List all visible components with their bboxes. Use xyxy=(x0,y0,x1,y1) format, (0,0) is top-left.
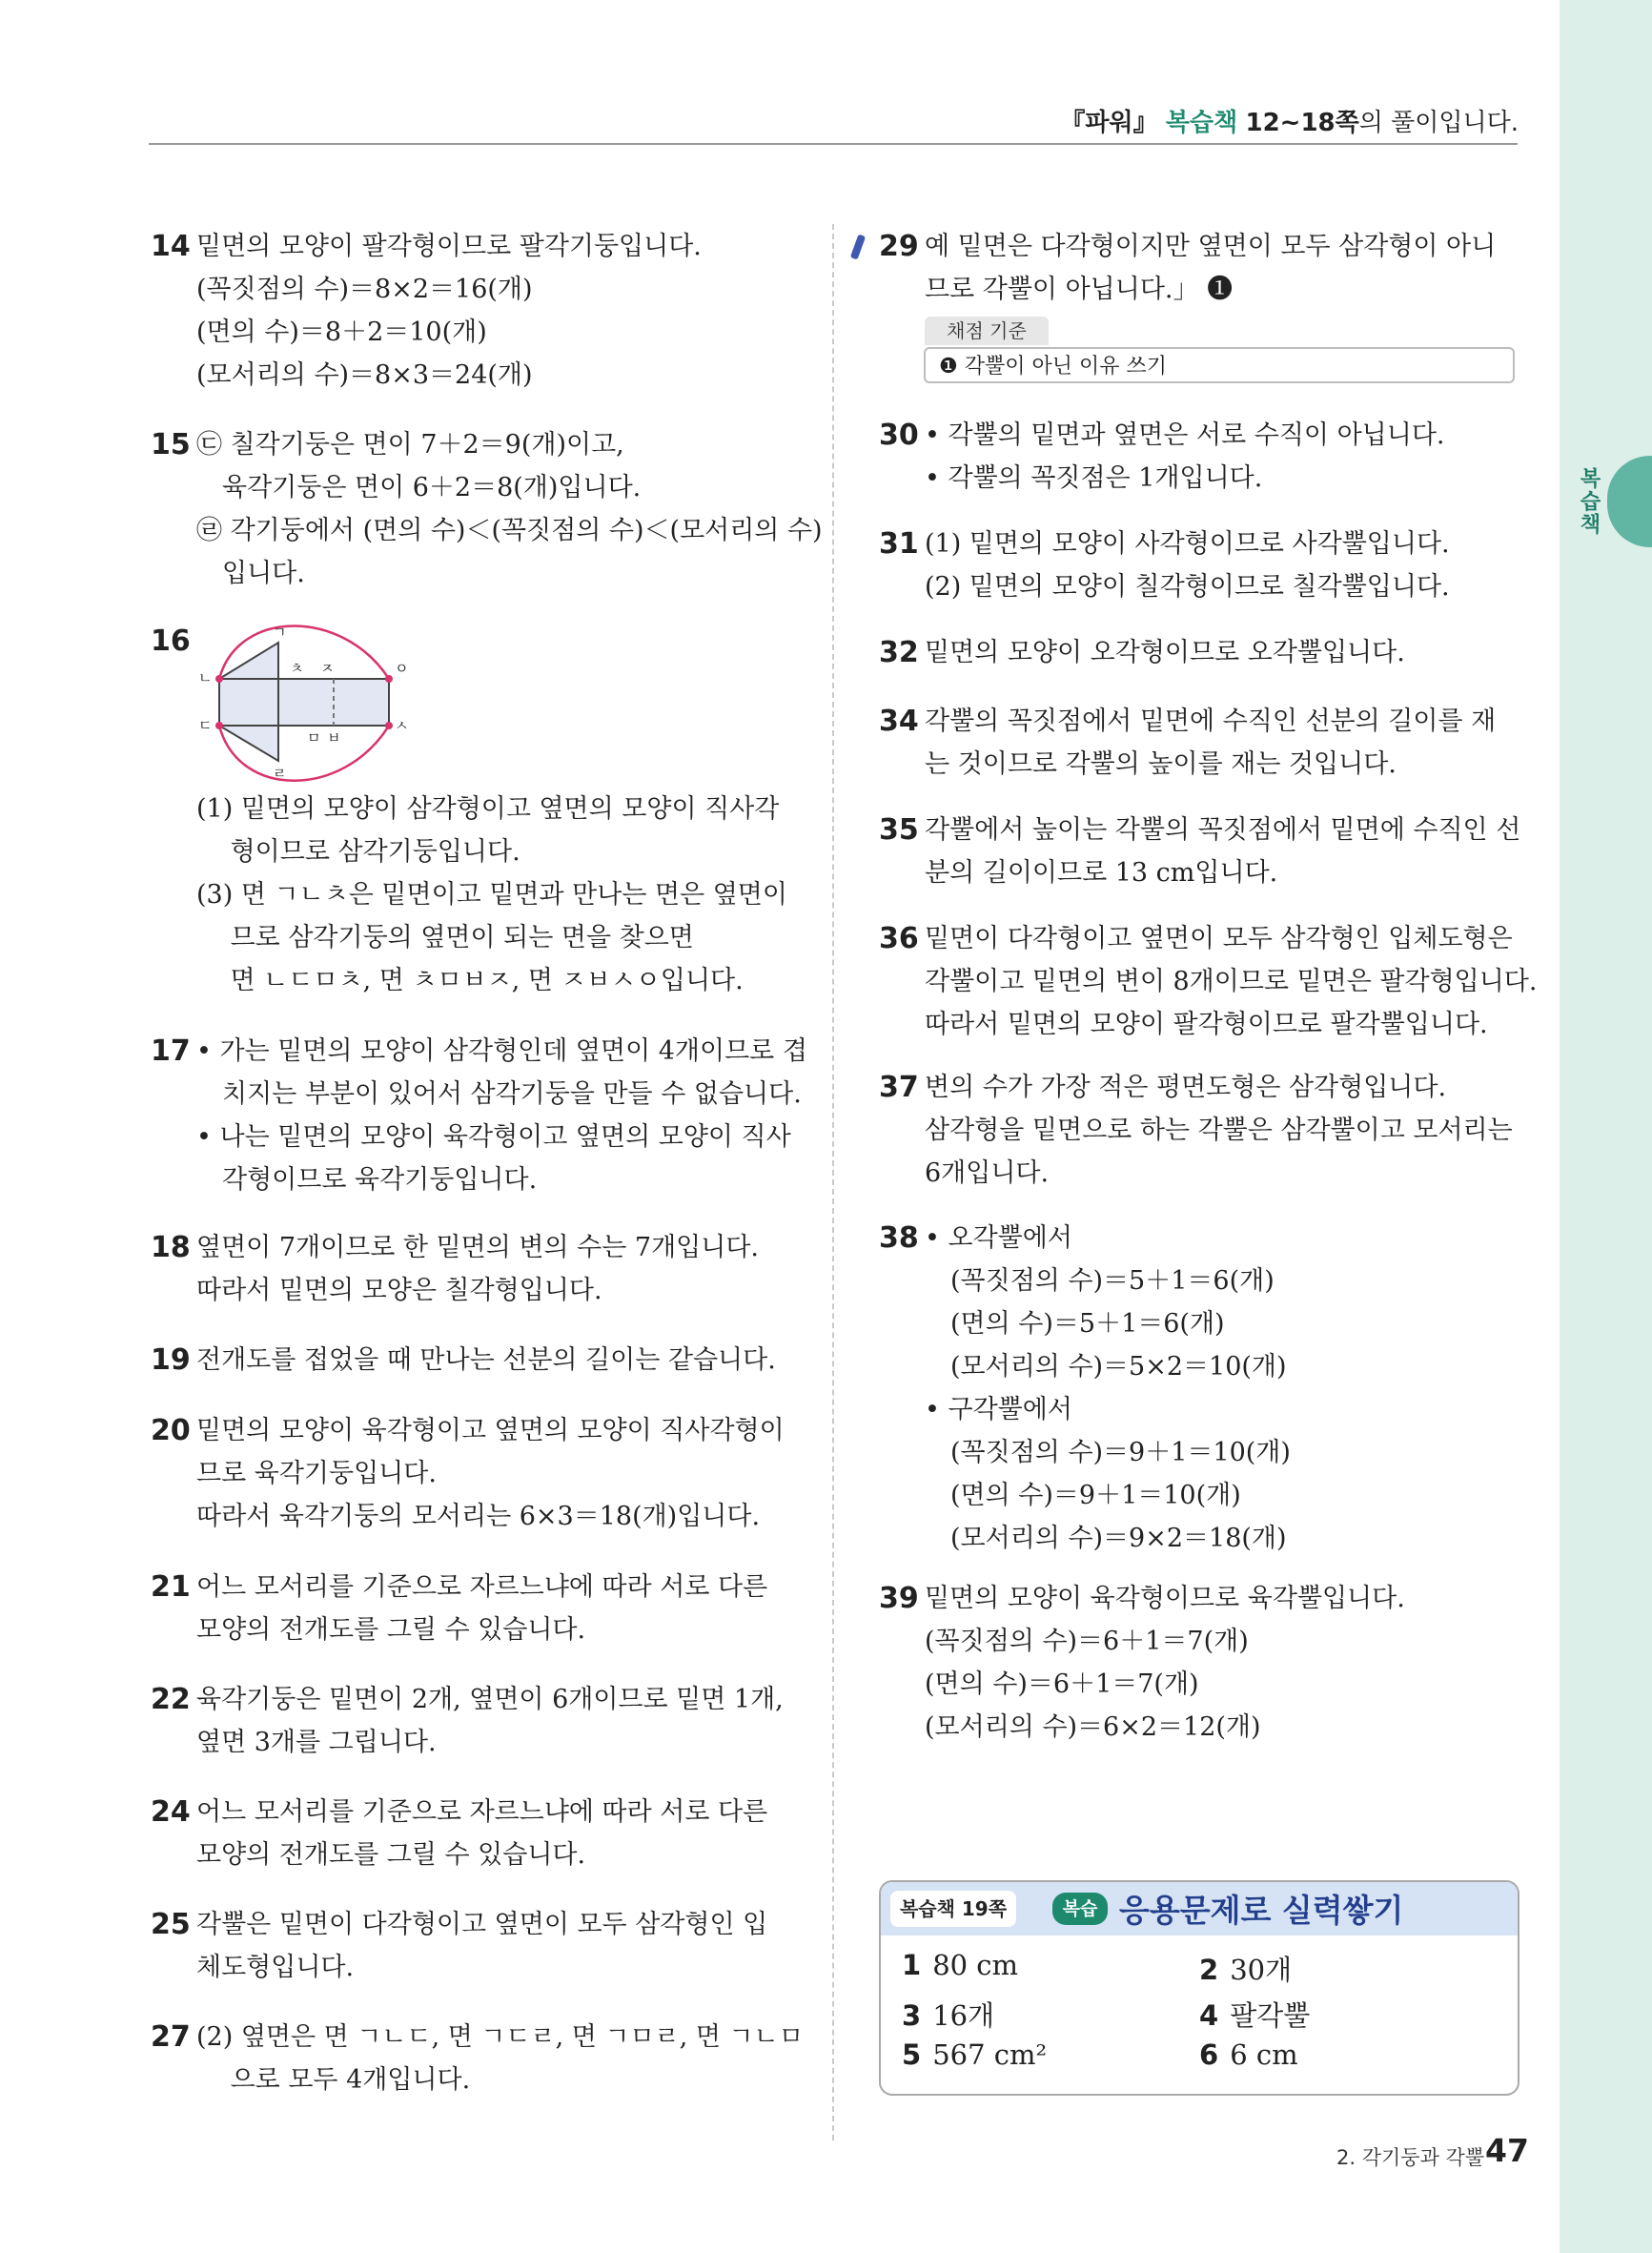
solution-line: (2) 밑면의 모양이 칠각형이므로 칠각뿔입니다. xyxy=(925,572,1450,602)
solution-body xyxy=(196,1339,940,1382)
solution-line: • 가는 밑면의 모양이 삼각형인데 옆면이 4개이므로 겹 xyxy=(196,1036,807,1066)
review-title: 응용문제로 실력쌓기 xyxy=(1119,1892,1404,1929)
solution-line: 예 밑면은 다각형이지만 옆면이 모두 삼각형이 아니 xyxy=(925,232,1497,261)
solution-line: 므로 육각기둥입니다. xyxy=(196,1459,437,1488)
solution-body xyxy=(925,631,1649,674)
solution-line: 각뿔이고 밑면의 변이 8개이므로 밑면은 팔각형입니다. xyxy=(925,967,1538,996)
solution-line: 는 것이므로 각뿔의 높이를 재는 것입니다. xyxy=(925,749,1397,779)
solution-line: 모양의 전개도를 그릴 수 있습니다. xyxy=(196,1615,586,1645)
answer-item xyxy=(1199,1949,1292,1988)
solution-number: 20 xyxy=(151,1414,191,1447)
header-book: 『파워』 xyxy=(1060,109,1158,137)
solution-line: 모양의 전개도를 그릴 수 있습니다. xyxy=(196,1840,586,1870)
solution-number: 37 xyxy=(879,1071,919,1104)
vertex-label: ㅇ xyxy=(395,660,409,677)
solution-body xyxy=(925,1217,1649,1560)
answer-item xyxy=(902,2038,1047,2071)
solution-line: (모서리의 수)＝9×2＝18(개) xyxy=(925,1524,1287,1553)
solution-line: 각뿔에서 높이는 각뿔의 꼭짓점에서 밑면에 수직인 선 xyxy=(925,815,1521,845)
solution-number: 18 xyxy=(151,1231,191,1264)
solution-body xyxy=(925,414,1649,500)
answer-value: 16개 xyxy=(932,1999,995,2032)
solution-body xyxy=(196,423,940,595)
review-page-chip: 복습책 19쪽 xyxy=(890,1891,1016,1927)
solution-line: 삼각형을 밑면으로 하는 각뿔은 삼각뿔이고 모서리는 xyxy=(925,1116,1513,1145)
solution-body xyxy=(196,1791,940,1876)
answer-number: 6 xyxy=(1199,2038,1219,2071)
grading-criteria-label: 채점 기준 xyxy=(925,317,1049,345)
page-number: 47 xyxy=(1485,2132,1529,2169)
solution-body xyxy=(196,788,940,1002)
solution-number: 22 xyxy=(151,1683,191,1716)
solution-line: 치지는 부분이 있어서 삼각기둥을 만들 수 없습니다. xyxy=(196,1079,802,1109)
solution-body xyxy=(925,1066,1649,1195)
footer-chapter: 2. 각기둥과 각뿔 xyxy=(1336,2146,1485,2169)
solution-number: 21 xyxy=(151,1570,191,1604)
answer-number: 4 xyxy=(1199,1999,1219,2032)
answer-item xyxy=(1199,1995,1310,2034)
solution-line: 으로 모두 4개입니다. xyxy=(196,2065,471,2095)
solution-line: 어느 모서리를 기준으로 자르느냐에 따라 서로 다른 xyxy=(196,1572,768,1602)
vertex-dot xyxy=(215,722,223,729)
solution-number: 29 xyxy=(879,230,919,263)
solution-body xyxy=(925,225,1649,311)
solution-body xyxy=(925,1577,1649,1749)
solution-number: 24 xyxy=(151,1795,191,1829)
review-answer-box xyxy=(879,1880,1519,2096)
solution-line: • 각뿔의 꼭짓점은 1개입니다. xyxy=(925,463,1263,493)
solution-line: 므로 각뿔이 아닙니다.」 ❶ xyxy=(925,275,1234,304)
solution-line: 면 ㄴㄷㅁㅊ, 면 ㅊㅁㅂㅈ, 면 ㅈㅂㅅㅇ입니다. xyxy=(196,966,744,995)
solution-line: (모서리의 수)＝5×2＝10(개) xyxy=(925,1352,1287,1382)
solution-line: ㉢ 칠각기둥은 면이 7＋2＝9(개)이고, xyxy=(196,430,624,460)
solution-line: 변의 수가 가장 적은 평면도형은 삼각형입니다. xyxy=(925,1073,1447,1102)
answer-number: 5 xyxy=(902,2038,922,2071)
vertex-label: ㅈ xyxy=(320,660,335,677)
solution-body xyxy=(925,522,1649,608)
solution-body xyxy=(196,1226,940,1312)
solution-number: 32 xyxy=(879,636,919,669)
solution-line: 밑면의 모양이 오각형이므로 오각뿔입니다. xyxy=(925,638,1405,667)
solution-line: (꼭짓점의 수)＝5＋1＝6(개) xyxy=(925,1266,1275,1296)
vertex-label: ㅁ xyxy=(307,729,321,747)
solution-number: 16 xyxy=(151,625,191,658)
solution-line: (모서리의 수)＝6×2＝12(개) xyxy=(925,1712,1261,1742)
solution-line: 밑면의 모양이 팔각형이므로 팔각기둥입니다. xyxy=(196,232,702,261)
answer-item xyxy=(902,1949,1018,1981)
solution-line: (1) 밑면의 모양이 사각형이므로 사각뿔입니다. xyxy=(925,529,1450,559)
solution-body xyxy=(196,1030,940,1201)
solution-line: 각뿔의 꼭짓점에서 밑면에 수직인 선분의 길이를 재 xyxy=(925,707,1497,736)
prism-net-diagram xyxy=(191,618,419,785)
page-header xyxy=(1060,103,1519,138)
solution-line: 6개입니다. xyxy=(925,1158,1050,1188)
answer-number: 3 xyxy=(902,1999,922,2032)
solution-line: (꼭짓점의 수)＝6＋1＝7(개) xyxy=(925,1627,1249,1656)
solution-line: 전개도를 접었을 때 만나는 선분의 길이는 같습니다. xyxy=(196,1345,776,1375)
solution-body xyxy=(925,700,1649,786)
solution-line: 밑면이 다각형이고 옆면이 모두 삼각형인 입체도형은 xyxy=(925,924,1513,953)
vertex-label: ㅂ xyxy=(327,729,341,747)
solution-number: 19 xyxy=(151,1343,191,1377)
solution-line: 각형이므로 육각기둥입니다. xyxy=(196,1165,538,1195)
header-rule xyxy=(149,143,1518,145)
answer-value: 80 cm xyxy=(932,1949,1019,1981)
solution-line: (3) 면 ㄱㄴㅊ은 밑면이고 밑면과 만나는 면은 옆면이 xyxy=(196,880,787,910)
solution-number: 27 xyxy=(151,2020,191,2054)
solution-number: 31 xyxy=(879,527,919,561)
solution-number: 36 xyxy=(879,922,919,955)
solution-line: ㉣ 각기둥에서 (면의 수)＜(꼭짓점의 수)＜(모서리의 수) xyxy=(196,516,823,545)
solution-line: • 오각뿔에서 xyxy=(925,1223,1072,1253)
solution-number: 25 xyxy=(151,1908,191,1941)
solution-line: 므로 삼각기둥의 옆면이 되는 면을 찾으면 xyxy=(196,923,694,952)
review-header xyxy=(881,1882,1518,1936)
solution-number: 14 xyxy=(151,230,191,263)
side-tab-label: 복습책 xyxy=(1577,467,1601,536)
triangle-face xyxy=(219,726,278,761)
vertex-dot xyxy=(385,722,393,729)
solution-number: 35 xyxy=(879,813,919,847)
solution-number: 30 xyxy=(879,419,919,452)
vertex-label: ㄱ xyxy=(273,624,287,641)
solution-line: • 나는 밑면의 모양이 육각형이고 옆면의 모양이 직사 xyxy=(196,1122,791,1152)
solution-line: (모서리의 수)＝8×3＝24(개) xyxy=(196,360,533,390)
solution-body xyxy=(925,917,1649,1046)
answer-value: 30개 xyxy=(1230,1954,1293,1986)
vertex-label: ㄴ xyxy=(198,669,213,686)
solution-body xyxy=(196,2016,940,2101)
solution-line: 육각기둥은 밑면이 2개, 옆면이 6개이므로 밑면 1개, xyxy=(196,1685,784,1714)
answer-value: 567 cm² xyxy=(932,2038,1048,2071)
solution-line: 체도형입니다. xyxy=(196,1953,355,1982)
vertex-dot xyxy=(385,675,393,683)
answer-item xyxy=(902,1995,994,2034)
solution-line: (면의 수)＝8＋2＝10(개) xyxy=(196,317,487,347)
solution-line: • 각뿔의 밑면과 옆면은 서로 수직이 아닙니다. xyxy=(925,420,1445,450)
header-pages: 12~18쪽 xyxy=(1245,109,1359,137)
solution-number: 38 xyxy=(879,1221,919,1255)
solution-line: 각뿔은 밑면이 다각형이고 옆면이 모두 삼각형인 입 xyxy=(196,1910,768,1939)
header-review-book: 복습책 xyxy=(1165,109,1238,137)
solution-line: • 구각뿔에서 xyxy=(925,1395,1072,1424)
solution-line: 육각기둥은 면이 6＋2＝8(개)입니다. xyxy=(196,473,642,502)
answer-number: 1 xyxy=(902,1949,922,1981)
solution-line: 따라서 육각기둥의 모서리는 6×3＝18(개)입니다. xyxy=(196,1502,761,1531)
solution-line: 형이므로 삼각기둥입니다. xyxy=(196,837,520,867)
solution-body xyxy=(196,1903,940,1989)
vertex-label: ㄷ xyxy=(198,717,213,734)
solution-number: 15 xyxy=(151,428,191,461)
solution-body xyxy=(196,1409,940,1538)
solution-line: (꼭짓점의 수)＝9＋1＝10(개) xyxy=(925,1438,1291,1467)
answer-value: 팔각뿔 xyxy=(1230,1999,1311,2032)
solution-number: 39 xyxy=(879,1582,919,1615)
solution-line: (면의 수)＝6＋1＝7(개) xyxy=(925,1669,1199,1699)
solution-body xyxy=(925,809,1649,894)
solution-line: 밑면의 모양이 육각형이고 옆면의 모양이 직사각형이 xyxy=(196,1416,785,1445)
solution-line: (2) 옆면은 면 ㄱㄴㄷ, 면 ㄱㄷㄹ, 면 ㄱㅁㄹ, 면 ㄱㄴㅁ xyxy=(196,2022,804,2052)
review-badge: 복습 xyxy=(1052,1893,1108,1925)
vertex-label: ㅊ xyxy=(290,660,304,677)
solution-line: (면의 수)＝9＋1＝10(개) xyxy=(925,1481,1241,1510)
grading-criteria-box: ❶ 각뿔이 아닌 이유 쓰기 xyxy=(924,347,1515,383)
solution-line: 따라서 밑면의 모양이 팔각형이므로 팔각뿔입니다. xyxy=(925,1010,1488,1039)
solution-line: 분의 길이이므로 13 cm입니다. xyxy=(925,858,1278,888)
solution-body xyxy=(196,1678,940,1764)
solution-body xyxy=(196,225,940,397)
solution-body xyxy=(196,1566,940,1651)
solution-line: 옆면 3개를 그립니다. xyxy=(196,1728,437,1757)
header-suffix: 의 풀이입니다. xyxy=(1358,109,1519,137)
rectangle-faces xyxy=(219,679,389,726)
solution-line: 밑면의 모양이 육각형이므로 육각뿔입니다. xyxy=(925,1584,1405,1613)
solution-number: 34 xyxy=(879,705,919,738)
solution-line: (꼭짓점의 수)＝8×2＝16(개) xyxy=(196,275,533,304)
solution-line: 어느 모서리를 기준으로 자르느냐에 따라 서로 다른 xyxy=(196,1797,768,1827)
solution-line: (1) 밑면의 모양이 삼각형이고 옆면의 모양이 직사각 xyxy=(196,794,780,824)
solution-line: 따라서 밑면의 모양은 칠각형입니다. xyxy=(196,1276,602,1305)
answer-number: 2 xyxy=(1199,1954,1219,1986)
answer-item xyxy=(1199,2038,1298,2071)
solution-line: (면의 수)＝5＋1＝6(개) xyxy=(925,1309,1225,1339)
vertex-label: ㄹ xyxy=(273,765,287,782)
vertex-dot xyxy=(215,675,223,683)
answer-value: 6 cm xyxy=(1230,2038,1298,2071)
vertex-label: ㅅ xyxy=(395,717,409,734)
solution-line: 입니다. xyxy=(196,559,305,588)
solution-number: 17 xyxy=(151,1034,191,1068)
solution-line: 옆면이 7개이므로 한 밑면의 변의 수는 7개입니다. xyxy=(196,1233,759,1262)
